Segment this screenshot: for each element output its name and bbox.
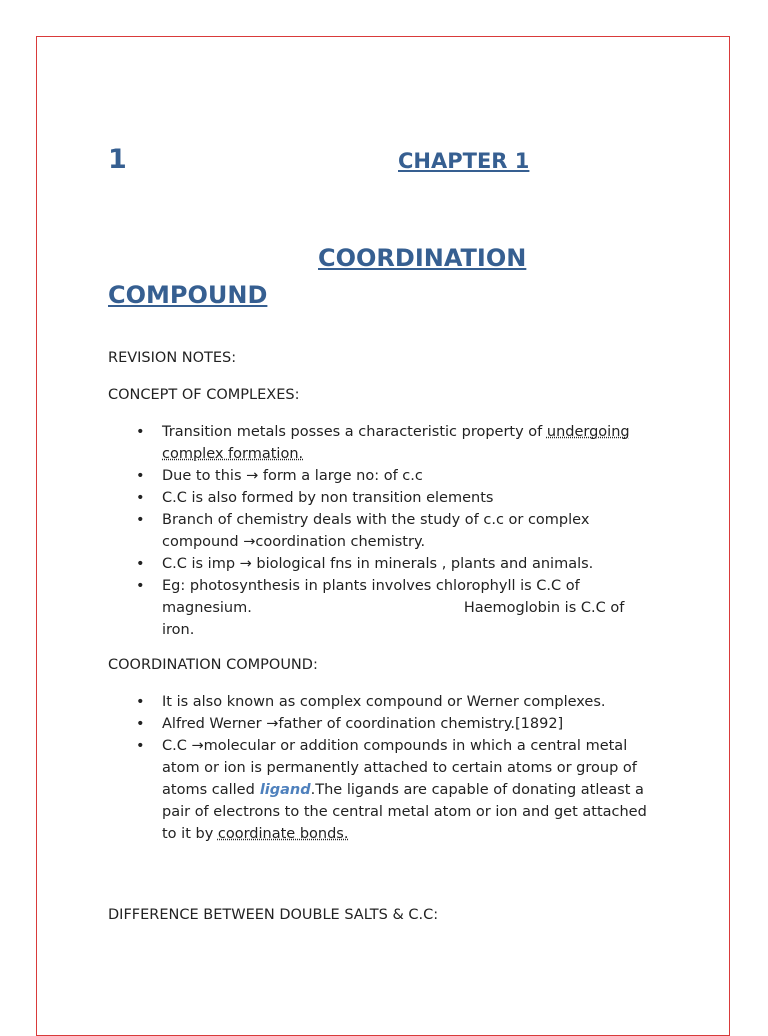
ligand-term: ligand [254,782,311,798]
bullet-icon: • [136,716,145,732]
concept-list [108,421,653,641]
bullet-icon: • [136,578,145,594]
difference-heading: DIFFERENCE BETWEEN DOUBLE SALTS & C.C: [108,907,439,923]
cc-list [108,691,653,845]
list-item [108,575,653,641]
item-text: It is also known as complex compound or Werner complexes. [162,694,606,710]
item-text: Eg: photosynthesis in plants involves chlorophyll is C.C of magnesium. [162,578,580,616]
list-item [108,465,653,487]
item-underlined-text: undergoing complex formation. [162,424,630,462]
list-item [108,713,653,735]
bullet-icon: • [136,556,145,572]
bullet-icon: • [136,694,145,710]
revision-notes-label: REVISION NOTES: [108,350,237,366]
chapter-number: 1 [108,144,127,175]
list-item [108,735,653,845]
item-text-continued: .The ligands are capable of donating atleast a pair of electrons to the central metal atom or ion and get attached to it by [162,782,647,842]
list-item [108,553,653,575]
list-item [108,691,653,713]
list-item [108,421,653,465]
bullet-icon: • [136,512,145,528]
concept-heading: CONCEPT OF COMPLEXES: [108,387,300,403]
item-text: C.C is also formed by non transition elements [162,490,494,506]
item-text: Alfred Werner →father of coordination chemistry.[1892] [162,716,564,732]
item-text: Due to this → form a large no: of c.c [162,468,423,484]
main-title: COORDINATION COMPOUND [108,244,527,309]
item-text: Branch of chemistry deals with the study of c.c or complex compound →coordination chemistry. [162,512,590,550]
bullet-icon: • [136,490,145,506]
bullet-icon: • [136,468,145,484]
item-text: C.C is imp → biological fns in minerals , plants and animals. [162,556,594,572]
list-item [108,509,653,553]
list-item [108,487,653,509]
item-text-continued: Haemoglobin is C.C of iron. [162,600,625,638]
bullet-icon: • [136,738,145,754]
chapter-title: CHAPTER 1 [398,149,530,173]
item-underlined-text: coordinate bonds. [217,826,349,842]
item-text: C.C →molecular or addition compounds in which a central metal atom or ion is permanently attached to certain atoms or group of atoms called [162,738,637,798]
bullet-icon: • [136,424,145,440]
cc-heading: COORDINATION COMPOUND: [108,657,318,673]
item-text: Transition metals posses a characteristic property of [162,424,547,440]
